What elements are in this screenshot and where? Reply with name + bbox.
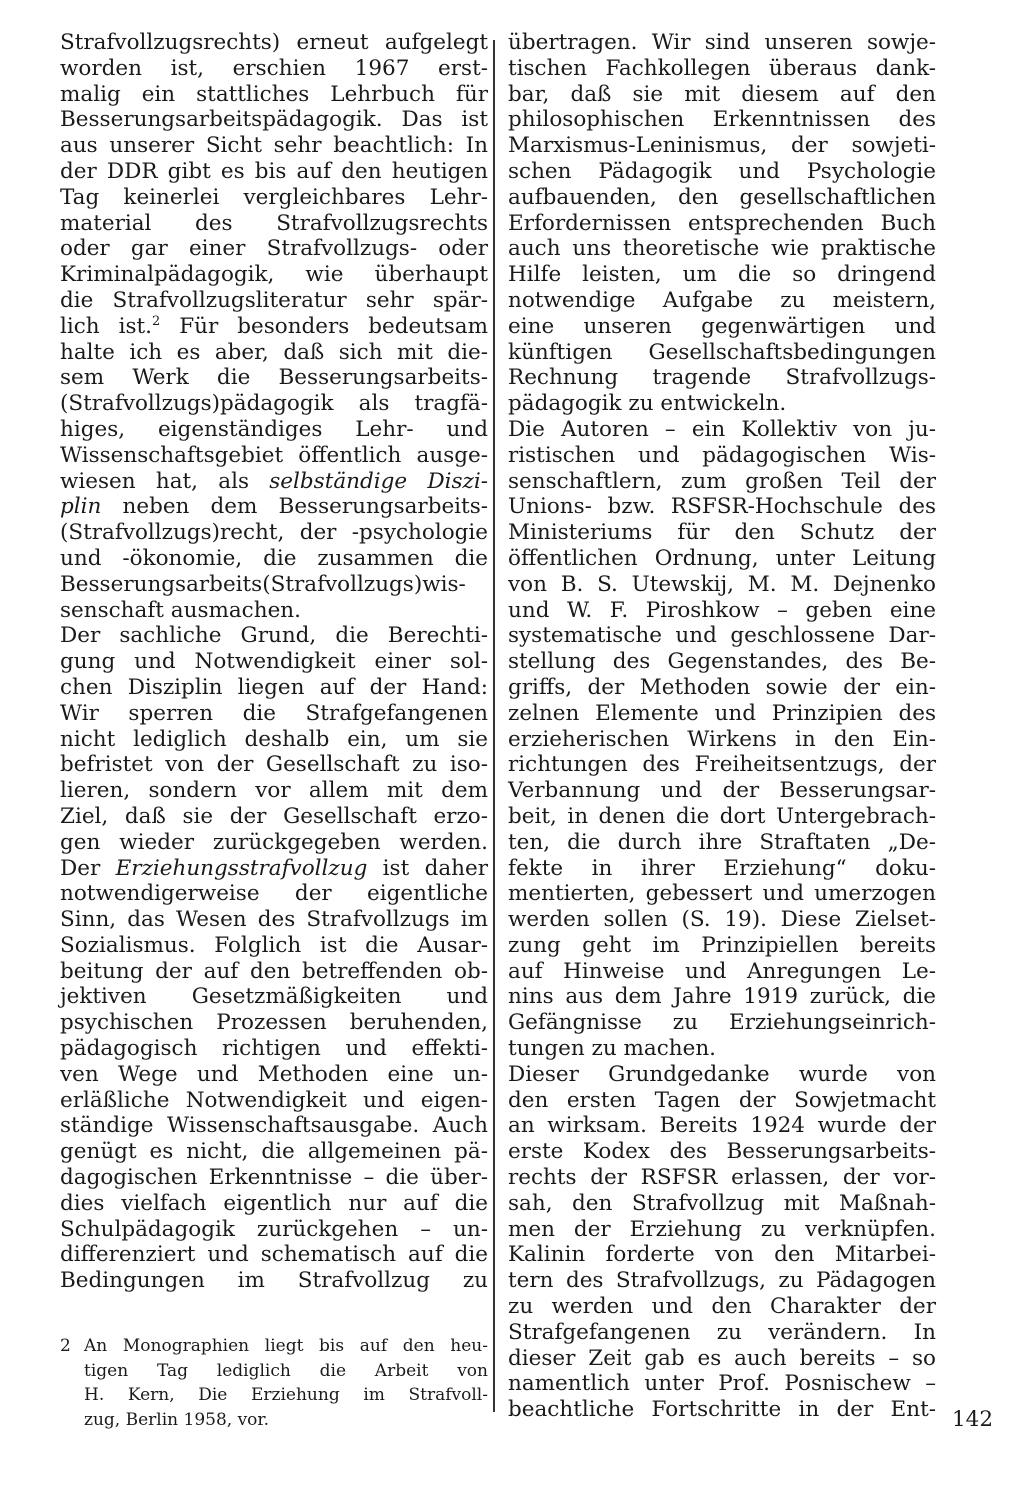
text-segment: lieren, sondern vor allem mit dem [60,778,488,804]
footnote-line [60,1334,488,1359]
text-line [60,572,488,598]
text-line [508,598,936,624]
text-line [508,1088,936,1114]
text-line [508,752,936,778]
text-line [508,262,936,288]
text-segment: pädagogisch richtigen und effekti- [60,1036,488,1062]
text-line [508,959,936,985]
text-line [60,1242,488,1268]
text-segment: Wir sperren die Strafgefangenen [60,700,488,726]
text-segment: zung geht im Prinzipiellen bereits [508,932,936,958]
text-segment: ristischen und pädagogischen Wis- [508,442,936,468]
text-segment: oder gar einer Strafvollzugs- oder [60,236,488,262]
text-segment: erläßliche Notwendigkeit und eigen- [60,1087,488,1113]
text-segment: differenziert und schematisch auf die [60,1242,488,1268]
text-line [508,933,936,959]
text-segment: jektiven Gesetzmäßigkeiten und [60,984,488,1010]
text-line [60,1113,488,1139]
text-line [60,1191,488,1217]
text-line [508,1397,936,1423]
text-line [508,727,936,753]
text-segment: Hilfe leisten, um die so dringend [508,262,936,288]
text-segment: Strafvollzugsrechts) erneut aufgelegt [60,30,488,55]
text-segment: lich ist. [60,313,152,339]
text-segment: erzieherischen Wirkens in den Ein- [508,726,936,752]
text-segment: Schulpädagogik zurückgehen – un- [60,1216,488,1242]
footnote-line [60,1383,488,1408]
text-line [60,262,488,288]
text-line [60,623,488,649]
text-segment: rechts der RSFSR erlassen, der vor- [508,1165,936,1191]
text-segment: Tag keinerlei vergleichbares Lehr- [60,184,488,210]
text-line [508,185,936,211]
text-segment: Rechnung tragende Strafvollzugs- [508,365,936,391]
text-segment: den ersten Tagen der Sowjetmacht [508,1087,936,1113]
text-line [60,856,488,882]
text-line [60,30,488,56]
text-segment: bar, daß sie mit diesem auf den [508,81,936,107]
text-line [508,314,936,340]
footnote-marker: 2 [60,1336,71,1356]
text-line [508,675,936,701]
text-segment: Unions- bzw. RSFSR-Hochschule des [508,494,936,520]
text-line [60,546,488,572]
text-line [60,881,488,907]
text-segment: erste Kodex des Besserungsarbeits- [508,1139,936,1165]
text-line [508,546,936,572]
text-segment: malig ein stattliches Lehrbuch für [60,81,488,107]
text-line [60,649,488,675]
text-line [508,701,936,727]
text-segment: material des Strafvollzugsrechts [60,210,488,236]
text-segment: dagogischen Erkenntnisse – die über- [60,1165,488,1191]
text-segment: Erfordernissen entsprechenden Buch [508,210,936,236]
text-line [508,56,936,82]
text-line [508,1010,936,1036]
text-line [508,159,936,185]
text-line [508,778,936,804]
text-segment: sem Werk die Besserungsarbeits- [60,365,488,391]
emphasis-text: selbständige Diszi- [269,468,489,494]
text-segment: der DDR gibt es bis auf den heutigen [60,158,488,184]
text-segment: Besserungsarbeitspädagogik. Das ist [60,107,488,133]
text-line [508,236,936,262]
text-segment: mentierten, gebessert und umerzogen [508,881,936,907]
text-line [60,1088,488,1114]
text-segment: Der sachliche Grund, die Berechti- [60,623,488,649]
text-line [508,340,936,366]
text-segment: neben dem Besserungsarbeits- [101,494,488,520]
text-segment: halte ich es aber, daß sich mit die- [60,339,488,365]
text-segment: Wissenschaftsgebiet öffentlich ausge- [60,442,488,468]
text-segment: richtungen des Freiheitsentzugs, der [508,752,936,778]
text-line [508,494,936,520]
text-line [60,133,488,159]
text-line [60,959,488,985]
text-line [60,314,488,340]
text-line [508,623,936,649]
text-segment: aus unserer Sicht sehr beachtlich: In [60,133,488,159]
text-segment: fekte in ihrer Erziehung“ doku- [508,855,936,881]
text-line [60,598,488,624]
text-line [508,365,936,391]
text-line [60,340,488,366]
text-line [60,1217,488,1243]
text-line [60,830,488,856]
emphasis-text: Erziehungsstrafvollzug [115,855,368,881]
footnote-reference: 2 [151,313,161,329]
text-segment: zu werden und den Charakter der [508,1294,936,1320]
text-line [508,881,936,907]
text-line [508,1371,936,1397]
text-line [508,804,936,830]
text-line [60,107,488,133]
text-segment: ständige Wissenschaftsausgabe. Auch [60,1113,488,1139]
text-segment: chen Disziplin liegen auf der Hand: [60,674,488,700]
text-line [60,804,488,830]
text-line [60,520,488,546]
text-line [60,159,488,185]
emphasis-text: plin [60,494,102,520]
column-divider [493,40,495,1412]
text-segment: gen wieder zurückgegeben werden. [60,829,488,855]
text-segment: (Strafvollzugs)recht, der -psychologie [60,520,488,546]
text-segment: Kalinin forderte von den Mitarbei- [508,1242,936,1268]
text-line [508,211,936,237]
text-segment: aufbauenden, den gesellschaftlichen [508,184,936,210]
text-line [60,417,488,443]
text-segment: auch uns theoretische wie praktische [508,236,936,262]
text-line [60,82,488,108]
footnote-text: H. Kern, Die Erziehung im Strafvoll- [84,1385,488,1406]
text-segment: Marxismus-Leninismus, der sowjeti- [508,133,936,159]
footnote [60,1334,488,1432]
text-segment: Strafgefangenen zu verändern. In [508,1319,936,1345]
footnote-text: zug, Berlin 1958, vor. [84,1409,270,1430]
text-segment: tern des Strafvollzugs, zu Pädagogen [508,1268,936,1294]
text-line [60,211,488,237]
text-line [508,830,936,856]
text-line [508,520,936,546]
text-line [60,907,488,933]
text-segment: Besserungsarbeits(Strafvollzugs)wis- [60,571,466,597]
text-segment: griffs, der Methoden sowie der ein- [508,674,936,700]
text-line [508,572,936,598]
text-segment: notwendigerweise der eigentliche [60,881,488,907]
text-segment: stellung des Gegenstandes, des Be- [508,649,936,675]
text-segment: eine unseren gegenwärtigen und [508,313,936,339]
text-line [508,417,936,443]
text-segment: (Strafvollzugs)pädagogik als tragfä- [60,391,488,417]
text-line [60,391,488,417]
text-line [508,1346,936,1372]
text-segment: Ziel, daß sie der Gesellschaft erzo- [60,803,488,829]
text-segment: künftigen Gesellschaftsbedingungen [508,339,936,365]
text-line [508,82,936,108]
footnote-text: An Monographien liegt bis auf den heu- [84,1336,488,1356]
text-line [508,856,936,882]
text-segment: Dieser Grundgedanke wurde von [508,1061,936,1087]
text-segment: übertragen. Wir sind unseren sowje- [508,30,936,55]
text-line [508,469,936,495]
text-segment: Der [60,855,116,881]
text-line [60,469,488,495]
text-line [60,1062,488,1088]
text-segment: philosophischen Erkenntnissen des [508,107,936,133]
text-segment: zelnen Elemente und Prinzipien des [508,700,936,726]
text-line [60,1010,488,1036]
text-segment: Für besonders bedeutsam [160,313,488,339]
text-segment: senschaftlern, zum großen Teil der [508,468,936,494]
text-segment: Verbannung und der Besserungsar- [508,778,936,804]
text-segment: dieser Zeit gab es auch bereits – so [508,1345,936,1371]
right-column [508,30,936,1423]
page-number: 142 [952,1407,994,1432]
text-line [60,1268,488,1294]
text-line [508,30,936,56]
text-segment: Bedingungen im Strafvollzug zu [60,1268,488,1294]
text-line [60,701,488,727]
text-line [60,1165,488,1191]
text-segment: Sozialismus. Folglich ist die Ausar- [60,932,488,958]
text-line [60,494,488,520]
text-line [508,1242,936,1268]
text-line [508,1191,936,1217]
text-line [508,984,936,1010]
text-line [508,649,936,675]
footnote-text: tigen Tag lediglich die Arbeit von [84,1360,488,1381]
left-column [60,30,488,1294]
text-segment: tischen Fachkollegen überaus dank- [508,55,936,81]
text-segment: notwendige Aufgabe zu meistern, [508,287,936,313]
text-line [60,185,488,211]
text-segment: schen Pädagogik und Psychologie [508,158,936,184]
text-line [508,1268,936,1294]
text-segment: senschaft ausmachen. [60,597,301,623]
text-segment: Sinn, das Wesen des Strafvollzugs im [60,907,488,933]
text-segment: beachtliche Fortschritte in der Ent- [508,1397,936,1423]
text-line [508,1294,936,1320]
text-segment: higes, eigenständiges Lehr- und [60,416,488,442]
text-line [60,288,488,314]
text-line [508,1217,936,1243]
text-segment: Kriminalpädagogik, wie überhaupt [60,262,488,288]
text-segment: tungen zu machen. [508,1036,717,1062]
text-line [508,107,936,133]
text-segment: genügt es nicht, die allgemeinen pä- [60,1139,488,1165]
text-segment: pädagogik zu entwickeln. [508,391,787,417]
text-line [60,752,488,778]
text-segment: Die Autoren – ein Kollektiv von ju- [508,416,936,442]
text-line [60,56,488,82]
text-segment: nins aus dem Jahre 1919 zurück, die [508,984,936,1010]
text-segment: öffentlichen Ordnung, unter Leitung [508,545,936,571]
text-segment: die Strafvollzugsliteratur sehr spär- [60,287,488,313]
text-segment: und W. F. Piroshkow – geben eine [508,597,936,623]
text-segment: dies vielfach eigentlich nur auf die [60,1190,488,1216]
text-segment: von B. S. Utewskij, M. M. Dejnenko [508,571,936,597]
text-segment: nicht lediglich deshalb ein, um sie [60,726,488,752]
text-line [508,907,936,933]
footnote-line [60,1359,488,1384]
text-line [508,1139,936,1165]
text-segment: ten, die durch ihre Straftaten „De- [508,829,936,855]
text-segment: und -ökonomie, die zusammen die [60,545,488,571]
text-line [60,236,488,262]
text-segment: an wirksam. Bereits 1924 wurde der [508,1113,936,1139]
text-line [508,1062,936,1088]
text-line [60,1139,488,1165]
text-segment: worden ist, erschien 1967 erst- [60,55,488,81]
text-line [508,1165,936,1191]
text-segment: wiesen hat, als [60,468,270,494]
text-segment: men der Erziehung zu verknüpfen. [508,1216,936,1242]
text-segment: Ministeriums für den Schutz der [508,520,936,546]
text-line [508,391,936,417]
text-line [60,675,488,701]
text-segment: gung und Notwendigkeit einer sol- [60,649,488,675]
text-line [60,933,488,959]
text-line [60,778,488,804]
text-line [60,727,488,753]
text-line [508,443,936,469]
text-line [508,1036,936,1062]
text-segment: systematische und geschlossene Dar- [508,623,936,649]
text-segment: ist daher [367,855,489,881]
text-line [508,133,936,159]
text-line [60,443,488,469]
text-segment: auf Hinweise und Anregungen Le- [508,958,936,984]
text-line [60,365,488,391]
text-segment: beit, in denen die dort Untergebrach- [508,803,936,829]
text-segment: beitung der auf den betreffenden ob- [60,958,488,984]
text-segment: sah, den Strafvollzug mit Maßnah- [508,1190,936,1216]
text-line [508,288,936,314]
text-segment: ven Wege und Methoden eine un- [60,1061,488,1087]
text-segment: namentlich unter Prof. Posnischew – [508,1371,936,1397]
footnote-line [60,1408,488,1433]
text-line [60,984,488,1010]
text-line [508,1320,936,1346]
text-segment: werden sollen (S. 19). Diese Zielset- [508,907,936,933]
text-line [60,1036,488,1062]
text-segment: befristet von der Gesellschaft zu iso- [60,752,488,778]
text-segment: Gefängnisse zu Erziehungseinrich- [508,1010,936,1036]
text-segment: psychischen Prozessen beruhenden, [60,1010,488,1036]
text-line [508,1113,936,1139]
